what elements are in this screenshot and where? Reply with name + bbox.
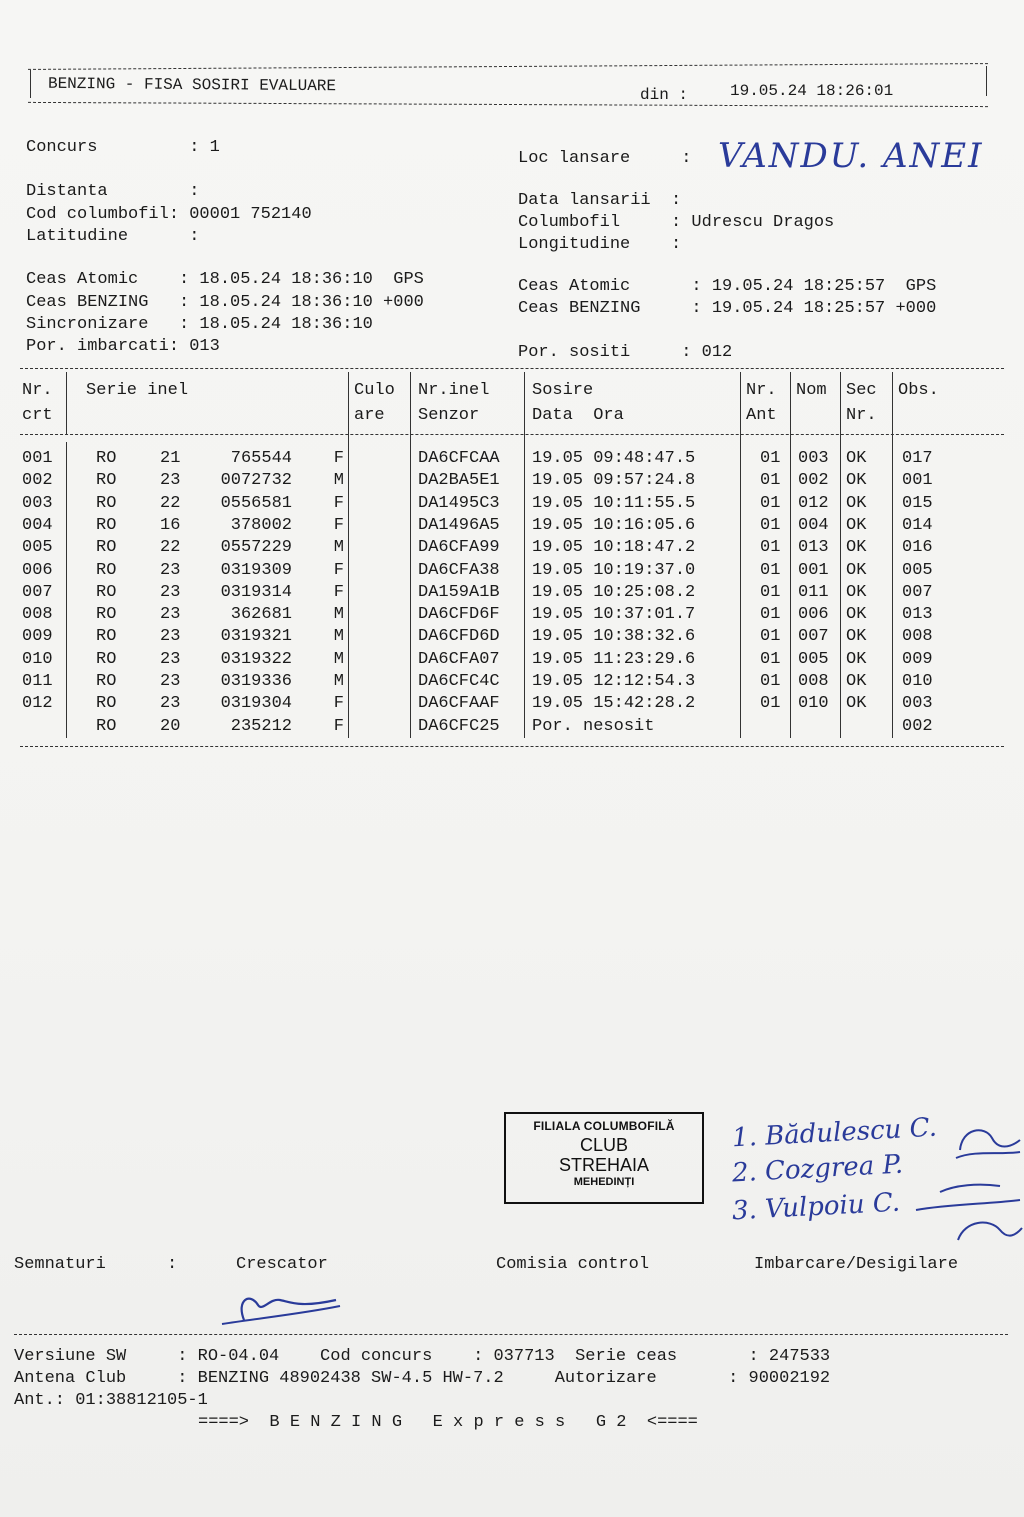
cell-sosire: 19.05 11:23:29.6	[532, 649, 696, 669]
cell-tara: RO	[96, 649, 117, 669]
cell-nom: 003	[798, 449, 829, 468]
cell-nom: 008	[798, 672, 829, 691]
benzing-express-banner: ====> B E N Z I N G E x p r e s s G 2 <====	[198, 1413, 698, 1432]
cell-nom: 007	[798, 627, 829, 647]
cell-sosire: 19.05 12:12:54.3	[532, 672, 696, 691]
cell-sex: M	[333, 649, 344, 669]
cell-nom: 010	[798, 694, 829, 714]
stamp-line-club: CLUB	[579, 1135, 628, 1155]
cell-inel: 0319309	[220, 560, 292, 580]
por-imbarcati-field: Por. imbarcati: 013	[26, 337, 220, 356]
cell-ant: 01	[760, 538, 781, 558]
cell-ant: 01	[760, 449, 781, 468]
cell-obs: 016	[902, 538, 933, 558]
cell-nom: 004	[798, 515, 829, 535]
por-sositi-field: Por. sositi : 012	[518, 343, 733, 362]
cell-ant: 01	[760, 627, 781, 647]
signature-scribble-1	[960, 1130, 1020, 1150]
cell-obs: 007	[902, 582, 933, 602]
cell-obs: 001	[902, 471, 933, 491]
cell-inel: 0556581	[220, 493, 292, 513]
cell-an: 23	[160, 582, 181, 602]
cell-an: 23	[160, 560, 181, 580]
cell-nr: 006	[22, 560, 53, 580]
cell-nom: 005	[798, 649, 829, 669]
signature-scribble-2	[940, 1185, 1000, 1192]
cell-obs: 005	[902, 560, 933, 580]
col-senzor-header: Senzor	[418, 406, 480, 425]
col-culoare-header-2: are	[354, 406, 385, 425]
cell-nom: 013	[798, 538, 829, 558]
cell-senzor: DA2BA5E1	[418, 471, 500, 491]
cell-an: 23	[160, 672, 181, 691]
cell-sosire: 19.05 10:25:08.2	[532, 582, 696, 602]
cell-sex: M	[333, 627, 344, 647]
commission-signature-3: 3. Vulpoiu C.	[731, 1187, 901, 1227]
cell-senzor: DA6CFD6D	[418, 627, 500, 647]
cell-tara: RO	[96, 515, 117, 535]
cell-sex: M	[333, 605, 344, 625]
cell-nr: 001	[22, 449, 53, 468]
col-obs-header: Obs.	[898, 381, 939, 400]
cell-obs: 009	[902, 649, 933, 669]
cell-sec: OK	[846, 493, 867, 513]
cell-obs: 010	[902, 672, 933, 691]
ceas-atomic-right: Ceas Atomic : 19.05.24 18:25:57 GPS	[518, 277, 937, 296]
cell-sosire: 19.05 15:42:28.2	[532, 694, 696, 714]
cell-nr: 011	[22, 672, 53, 691]
commission-signature-1: 1. Bădulescu C.	[731, 1112, 938, 1154]
cell-sec: OK	[846, 538, 867, 558]
crescator-signature-underline	[222, 1306, 340, 1324]
cell-sec: OK	[846, 560, 867, 580]
cell-sex: M	[333, 672, 344, 691]
cell-an: 23	[160, 694, 181, 714]
col-serie-header: Serie inel	[86, 381, 189, 400]
cell-an: 22	[160, 493, 181, 513]
cell-senzor: DA6CFA38	[418, 560, 500, 580]
stamp-line-filiala: FILIALA COLUMBOFILĂ	[533, 1119, 675, 1133]
cell-tara: RO	[96, 716, 117, 736]
cell-ant: 01	[760, 649, 781, 669]
cell-an: 23	[160, 471, 181, 491]
cell-sosire: Por. nesosit	[532, 716, 655, 736]
cell-an: 20	[160, 716, 181, 736]
cell-inel: 0072732	[220, 471, 292, 491]
cell-sec: OK	[846, 649, 867, 669]
ceas-benzing-left: Ceas BENZING : 18.05.24 18:36:10 +000	[26, 293, 424, 312]
cell-obs: 014	[902, 515, 933, 535]
cell-an: 23	[160, 649, 181, 669]
cell-nom: 001	[798, 560, 829, 580]
cell-nr: 004	[22, 515, 53, 535]
cell-ant: 01	[760, 493, 781, 513]
cell-senzor: DA159A1B	[418, 582, 500, 602]
ceas-atomic-left: Ceas Atomic : 18.05.24 18:36:10 GPS	[26, 270, 424, 289]
cell-sex: M	[333, 538, 344, 558]
cell-nr: 008	[22, 605, 53, 625]
cell-senzor: DA1495C3	[418, 493, 500, 513]
cell-sosire: 19.05 10:16:05.6	[532, 515, 696, 535]
cell-nr: 005	[22, 538, 53, 558]
cell-obs: 008	[902, 627, 933, 647]
col-nom-header: Nom	[796, 381, 827, 400]
col-nrinel-header: Nr.inel	[418, 381, 490, 400]
cell-ant: 01	[760, 582, 781, 602]
signature-scribble-3	[958, 1223, 1022, 1240]
cell-ant: 01	[760, 471, 781, 491]
cell-ant: 01	[760, 560, 781, 580]
latitudine-field: Latitudine :	[26, 227, 200, 246]
cell-tara: RO	[96, 694, 117, 714]
cell-nr: 002	[22, 471, 53, 491]
sincronizare-field: Sincronizare : 18.05.24 18:36:10	[26, 315, 373, 334]
report-title: BENZING - FISA SOSIRI EVALUARE	[47, 74, 337, 96]
cell-sex: F	[333, 493, 344, 513]
cell-inel: 0319322	[220, 649, 292, 669]
signature-scribble-2b	[916, 1200, 1020, 1210]
cell-inel: 378002	[230, 515, 292, 535]
cell-inel: 765544	[230, 449, 292, 468]
cell-senzor: DA6CFAAF	[418, 694, 500, 714]
col-nr-header: Nr.	[22, 381, 53, 400]
loc-lansare-handwritten: VANDU. ANEI	[718, 136, 984, 176]
cell-nr: 012	[22, 694, 53, 714]
cell-sec: OK	[846, 471, 867, 491]
cell-nr: 007	[22, 582, 53, 602]
cell-inel: 0319321	[220, 627, 292, 647]
cell-tara: RO	[96, 538, 117, 558]
cell-ant: 01	[760, 694, 781, 714]
cell-sosire: 19.05 10:37:01.7	[532, 605, 696, 625]
ant-line: Ant.: 01:38812105-1	[14, 1391, 208, 1410]
col-data-ora-header: Data Ora	[532, 406, 624, 425]
cell-nr: 003	[22, 493, 53, 513]
cell-senzor: DA1496A5	[418, 515, 500, 535]
cell-nom: 002	[798, 471, 829, 491]
cell-nom: 006	[798, 605, 829, 625]
cell-sec: OK	[846, 672, 867, 691]
cell-senzor: DA6CFCAA	[418, 449, 500, 468]
cell-an: 23	[160, 627, 181, 647]
col-sosire-header: Sosire	[532, 381, 594, 400]
cell-tara: RO	[96, 672, 117, 691]
col-nrant-header: Nr.	[746, 381, 777, 400]
footer-rule	[14, 1334, 1008, 1335]
cell-nr: 010	[22, 649, 53, 669]
cell-obs: 017	[902, 449, 933, 468]
cell-nr: 009	[22, 627, 53, 647]
cell-sec: OK	[846, 582, 867, 602]
col-ant-header: Ant	[746, 406, 777, 425]
cell-sosire: 19.05 10:18:47.2	[532, 538, 696, 558]
cell-sex: F	[333, 560, 344, 580]
stamp-line-strehaia: STREHAIA	[558, 1155, 650, 1175]
cell-inel: 0319336	[220, 672, 292, 691]
cell-tara: RO	[96, 493, 117, 513]
cod-columbofil-field: Cod columbofil: 00001 752140	[26, 205, 312, 224]
col-secnr-header: Nr.	[846, 406, 877, 425]
cell-senzor: DA6CFC25	[418, 716, 500, 736]
cell-inel: 362681	[230, 605, 292, 625]
din-label: din :	[640, 86, 689, 104]
cell-sex: F	[333, 582, 344, 602]
cell-an: 21	[160, 449, 181, 468]
col-nr-header-2: crt	[22, 406, 53, 425]
stamp-line-mehedinti: MEHEDINȚI	[573, 1176, 635, 1188]
cell-sex: F	[333, 716, 344, 736]
cell-obs: 013	[902, 605, 933, 625]
report-datetime: 19.05.24 18:26:01	[730, 82, 894, 100]
cell-tara: RO	[96, 560, 117, 580]
cell-nom: 011	[798, 582, 829, 602]
cell-tara: RO	[96, 627, 117, 647]
cell-inel: 235212	[230, 716, 292, 736]
cell-an: 16	[160, 515, 181, 535]
col-culoare-header: Culo	[354, 381, 395, 400]
cell-inel: 0557229	[220, 538, 292, 558]
cell-sosire: 19.05 09:48:47.5	[532, 449, 696, 468]
cell-tara: RO	[96, 582, 117, 602]
columbofil-field: Columbofil : Udrescu Dragos	[518, 213, 835, 232]
cell-obs: 002	[902, 716, 933, 736]
versiune-sw-line: Versiune SW : RO-04.04 Cod concurs : 037713 Serie ceas : 247533	[14, 1347, 831, 1366]
cell-nom: 012	[798, 493, 829, 513]
cell-senzor: DA6CFA99	[418, 538, 500, 558]
cell-tara: RO	[96, 449, 117, 468]
cell-obs: 003	[902, 694, 933, 714]
cell-sec: OK	[846, 515, 867, 535]
cell-sosire: 19.05 10:38:32.6	[532, 627, 696, 647]
concurs-field: Concurs : 1	[26, 138, 220, 157]
cell-sosire: 19.05 10:11:55.5	[532, 493, 696, 513]
cell-ant: 01	[760, 515, 781, 535]
cell-senzor: DA6CFD6F	[418, 605, 500, 625]
cell-sec: OK	[846, 694, 867, 714]
cell-sec: OK	[846, 627, 867, 647]
cell-sex: F	[333, 694, 344, 714]
signature-scribble-1b	[956, 1152, 1020, 1158]
imbarcare-desigilare-label: Imbarcare/Desigilare	[754, 1255, 959, 1274]
cell-obs: 015	[902, 493, 933, 513]
cell-tara: RO	[96, 605, 117, 625]
cell-sex: F	[333, 449, 344, 468]
crescator-label: Crescator	[236, 1255, 328, 1274]
cell-inel: 0319314	[220, 582, 292, 602]
loc-lansare-label: Loc lansare :	[518, 149, 692, 168]
semnaturi-label: Semnaturi :	[14, 1255, 178, 1274]
comisia-control-label: Comisia control	[496, 1255, 650, 1274]
cell-ant: 01	[760, 672, 781, 691]
cell-inel: 0319304	[220, 694, 292, 714]
cell-senzor: DA6CFA07	[418, 649, 500, 669]
cell-ant: 01	[760, 605, 781, 625]
commission-signature-2: 2. Cozgrea P.	[731, 1149, 904, 1189]
cell-tara: RO	[96, 471, 117, 491]
antena-club-line: Antena Club : BENZING 48902438 SW-4.5 HW-7.2 Autorizare : 90002192	[14, 1369, 831, 1388]
longitudine-field: Longitudine :	[518, 235, 682, 254]
cell-sosire: 19.05 09:57:24.8	[532, 471, 696, 491]
col-sec-header: Sec	[846, 381, 877, 400]
data-lansarii-field: Data lansarii :	[518, 191, 682, 210]
cell-sex: F	[333, 515, 344, 535]
cell-sex: M	[333, 471, 344, 491]
ceas-benzing-right: Ceas BENZING : 19.05.24 18:25:57 +000	[518, 299, 937, 318]
distanta-field: Distanta :	[26, 182, 200, 201]
cell-sec: OK	[846, 449, 867, 468]
cell-sec: OK	[846, 605, 867, 625]
cell-sosire: 19.05 10:19:37.0	[532, 560, 696, 580]
cell-an: 23	[160, 605, 181, 625]
cell-an: 22	[160, 538, 181, 558]
cell-senzor: DA6CFC4C	[418, 672, 500, 691]
